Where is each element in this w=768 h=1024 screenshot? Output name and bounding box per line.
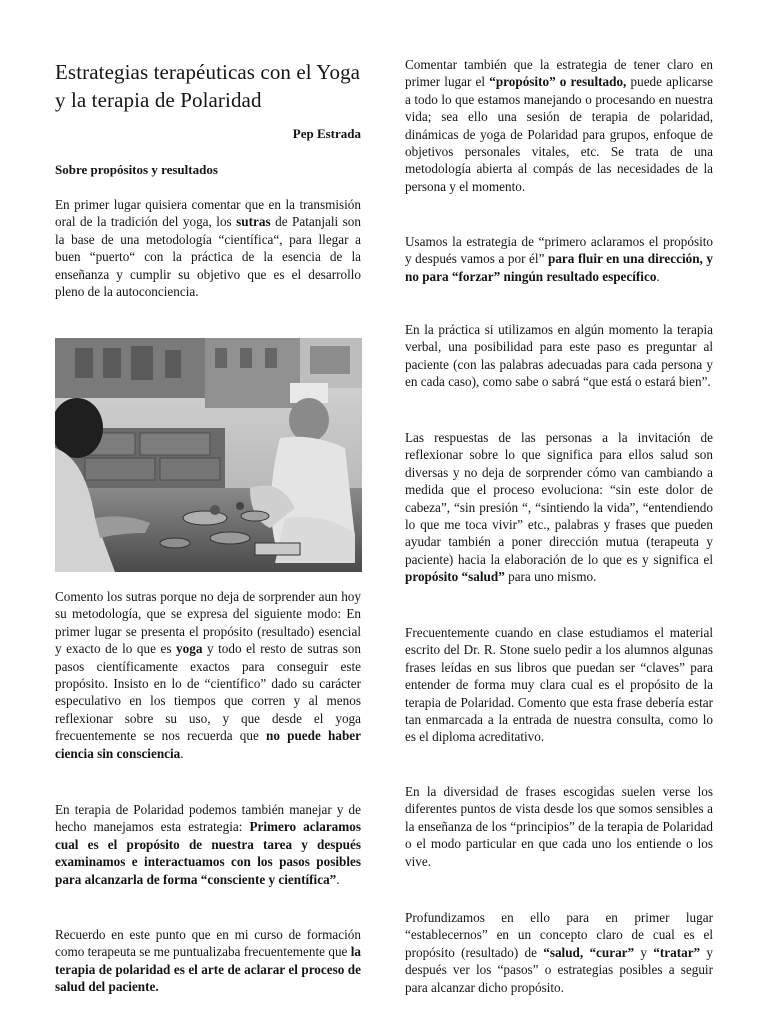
- text-run: Comento los sutras porque no deja de sorprender aun hoy su metodología, que se expresa del siguiente modo: En primer lugar se presenta el propósito (resultado) esencial y exacto de lo que es: [55, 589, 361, 657]
- left-paragraph-2: [55, 588, 361, 762]
- text-run: .: [336, 871, 340, 887]
- text-run: Frecuentemente cuando en clase estudiamos el material escrito del Dr. R. Stone suelo pedir a los alumnos algunas frases leídas en sus libros que puedan ser “claves” para entender de forma muy clara cual es el propósito de la terapia de Polaridad. Comento que esta frase debería estar tan enmarcada a la entrada de nuestra consulta, como lo es el diploma acreditativo.: [405, 625, 713, 745]
- text-run: Las respuestas de las personas a la invitación de reflexionar sobre lo que significa para ellos salud son diversas y no deja de sorprender cómo van cambiando a medida que el proceso evoluciona: “sin este dolor de cabeza”, “sin presión “, “sintiendo la vida”, “entendiendo lo que me toca vivir” etc., palabras y frases que pueden ayudar también a poner dirección mutua (terapeuta y paciente) hacia la elaboración de lo que es y significa el: [405, 430, 713, 567]
- bold-text-run: no puede haber ciencia sin consciencia: [55, 728, 362, 761]
- text-run: y después ver los “pasos” o estrategias posibles a seguir para alcanzar dicho propósito.: [405, 944, 714, 995]
- text-run: y todo el resto de sutras son pasos científicamente exactos para conseguir este propósito. Insisto en lo de “científico” dado su carácter especulativo en los tiempos que corren y al menos reflexionar sobre su uso, y que desde el yoga frecuentemente se nos recuerda que: [55, 641, 361, 744]
- text-run: .: [656, 268, 660, 284]
- article-author: Pep Estrada: [292, 126, 361, 141]
- text-run: Recuerdo en este punto que en mi curso de formación como terapeuta se me puntualizaba frecuentemente que: [55, 927, 361, 960]
- bold-text-run: Primero aclaramos cual es el propósito de nuestra tarea y después examinamos e interactuamos con los pasos posibles para alcanzarla de forma “consciente y científica”: [55, 819, 361, 887]
- right-paragraph-6: [405, 783, 713, 870]
- section-heading: Sobre propósitos y resultados: [55, 162, 218, 177]
- text-run: En primer lugar quisiera comentar que en la transmisión oral de la tradición del yoga, los: [55, 197, 361, 230]
- text-run: Usamos la estrategia de “primero aclaramos el propósito y después vamos a por él”: [405, 234, 713, 267]
- text-run: En la diversidad de frases escogidas suelen verse los diferentes puntos de vista desde los que somos sensibles a la enseñanza de los “principios” de la terapia de Polaridad o el modo particular en que cada uno los entiende o los vive.: [405, 784, 713, 869]
- text-run: Comentar también que la estrategia de tener claro en primer lugar el: [405, 57, 713, 90]
- bold-text-run: propósito “salud”: [405, 569, 505, 585]
- bold-text-run: “salud, “curar”: [543, 944, 635, 960]
- right-paragraph-4: [405, 429, 713, 586]
- right-paragraph-5: [405, 624, 713, 746]
- bold-text-run: sutras: [236, 214, 271, 230]
- bold-text-run: la terapia de polaridad es el arte de aclarar el proceso de salud del paciente.: [55, 944, 361, 995]
- bold-text-run: para fluir en una dirección, y no para “forzar” ningún resultado específico: [405, 251, 713, 284]
- text-run: En terapia de Polaridad podemos también manejar y de hecho manejamos esta estrategia:: [55, 802, 361, 835]
- text-run: Profundizamos en ello para en primer lugar “establecernos” en un concepto claro de cual es el propósito (resultado) de: [405, 910, 713, 960]
- bold-text-run: “tratar”: [653, 944, 701, 960]
- left-paragraph-4: [55, 926, 361, 996]
- right-paragraph-3: [405, 321, 713, 391]
- article-photo: [55, 338, 362, 572]
- article-title: Estrategias terapéuticas con el Yoga y la terapia de Polaridad: [55, 60, 361, 112]
- text-run: para uno mismo.: [504, 569, 597, 585]
- right-paragraph-1: [405, 56, 713, 195]
- right-paragraph-7: [405, 909, 713, 996]
- text-run: .: [180, 745, 184, 761]
- left-paragraph-3: [55, 801, 361, 888]
- right-paragraph-2: [405, 233, 713, 285]
- bold-text-run: yoga: [176, 641, 203, 657]
- left-paragraph-1: [55, 196, 361, 300]
- text-run: En la práctica si utilizamos en algún momento la terapia verbal, una posibilidad para este paso es preguntar al paciente (con las palabras adecuadas para cada persona y en cada caso), como sabe o sabrá “que está o estará bien”.: [405, 322, 713, 390]
- text-run: de Patanjali son la base de una metodología “científica“, para llegar a buen “puerto“ con la práctica de la esencia de la enseñanza y cumplir su objetivo que es el desarrollo pleno de la autoconciencia.: [55, 214, 361, 300]
- text-run: y: [634, 944, 654, 960]
- bold-text-run: “propósito” o resultado,: [489, 74, 627, 90]
- text-run: puede aplicarse a todo lo que estamos manejando o procesando en nuestra vida; sea ello una sesión de terapia de polaridad, dinámicas de yoga de Polaridad para grupos, enfoque de objetivos personales vitales, etc. Se trata de una metodología abierta al compás de las necesidades de la persona y el momento.: [405, 74, 713, 194]
